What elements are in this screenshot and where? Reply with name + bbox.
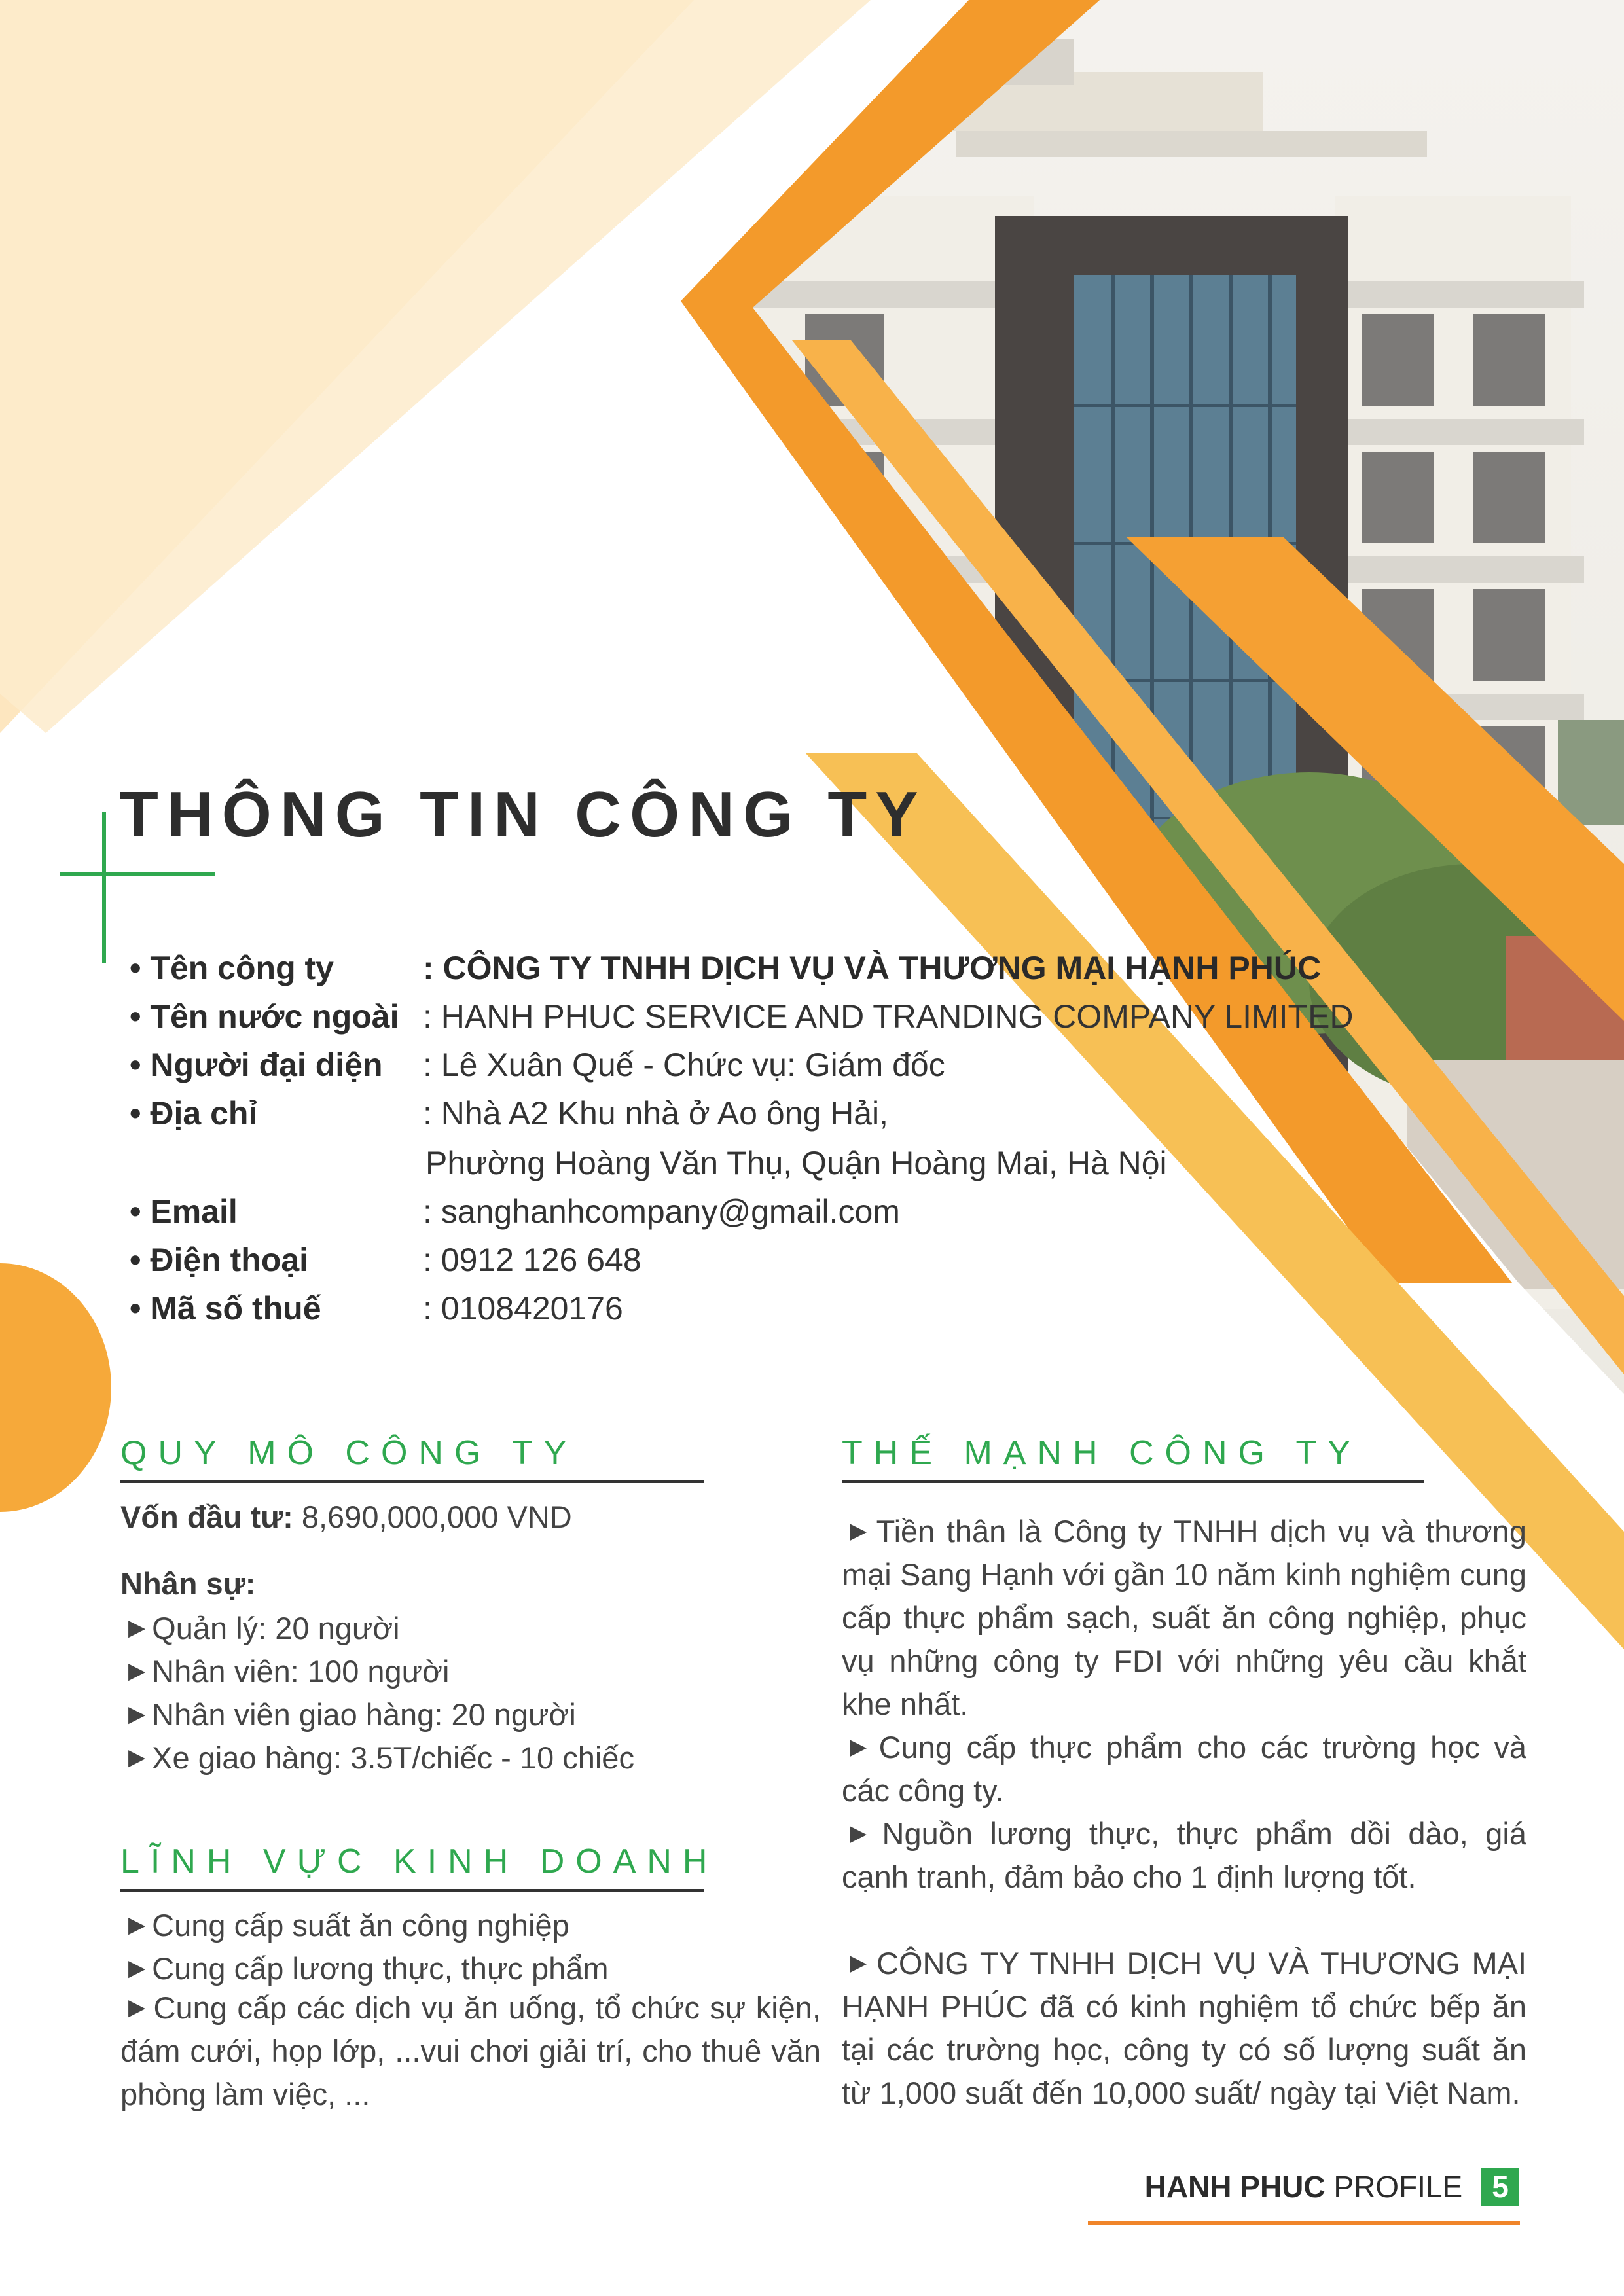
triangle-bullet-icon: ▶ xyxy=(850,1518,870,1543)
info-label: • Mã số thuế xyxy=(130,1290,321,1327)
capital-value: 8,690,000,000 VND xyxy=(301,1499,572,1534)
triangle-bullet-icon: ▶ xyxy=(850,1821,876,1846)
business-section-underline xyxy=(120,1889,704,1892)
strength-item: ▶ Tiền thân là Công ty TNHH dịch vụ và thương mại Sang Hạnh với gần 10 năm kinh nghiệm cung cấp thực phẩm sạch, suất ăn công nghiệp, phục vụ những công ty FDI với những yêu cầu khắt khe nhất. xyxy=(842,1514,1526,1721)
business-item: ▶ Cung cấp lương thực, thực phẩm xyxy=(128,1951,609,1986)
business-item: ▶ Cung cấp các dịch vụ ăn uống, tổ chức sự kiện, đám cưới, họp lớp, ...vui chơi giải trí, cho thuê văn phòng làm việc, ... xyxy=(120,1990,821,2111)
strength-item: ▶ CÔNG TY TNHH DỊCH VỤ VÀ THƯƠNG MẠI HẠNH PHÚC đã có kinh nghiệm tổ chức bếp ăn tại các trường học, công ty có số lượng suất ăn từ 1,000 suất đến 10,000 suất/ ngày tại Việt Nam. xyxy=(842,1946,1527,2110)
triangle-bullet-icon: ▶ xyxy=(128,1995,147,2020)
heading-cross-vertical xyxy=(102,812,106,963)
info-value: Phường Hoàng Văn Thụ, Quận Hoàng Mai, Hà Nội xyxy=(425,1145,1167,1181)
scale-section-title: QUY MÔ CÔNG TY xyxy=(120,1434,578,1472)
info-label: • Email xyxy=(130,1193,238,1230)
left-half-circle xyxy=(0,1263,111,1512)
info-value: : Lê Xuân Quế - Chức vụ: Giám đốc xyxy=(423,1047,945,1083)
footer-profile: PROFILE xyxy=(1333,2170,1463,2204)
business-section-title: LĨNH VỰC KINH DOANH xyxy=(120,1842,719,1880)
page-number: 5 xyxy=(1481,2168,1519,2206)
strength-item: ▶ Cung cấp thực phẩm cho các trường học và các công ty. xyxy=(842,1730,1526,1808)
staff-item: ▶ Quản lý: 20 người xyxy=(128,1611,400,1645)
info-label: • Điện thoại xyxy=(130,1242,309,1278)
info-value: : Nhà A2 Khu nhà ở Ao ông Hải, xyxy=(423,1095,889,1132)
info-label: • Người đại diện xyxy=(130,1047,383,1083)
page-footer xyxy=(1145,2168,1519,2206)
info-value: : 0912 126 648 xyxy=(423,1242,641,1278)
staff-item: ▶ Xe giao hàng: 3.5T/chiếc - 10 chiếc xyxy=(128,1740,634,1775)
triangle-bullet-icon: ▶ xyxy=(128,1659,146,1683)
triangle-bullet-icon: ▶ xyxy=(128,1702,146,1727)
capital-line xyxy=(120,1499,572,1535)
footer-brand: HANH PHUC xyxy=(1144,2170,1326,2204)
triangle-bullet-icon: ▶ xyxy=(128,1745,146,1770)
info-label: • Địa chỉ xyxy=(130,1095,258,1132)
business-item: ▶ Cung cấp suất ăn công nghiệp xyxy=(128,1908,569,1943)
triangle-bullet-icon: ▶ xyxy=(850,1734,873,1759)
triangle-bullet-icon: ▶ xyxy=(128,1912,146,1937)
info-label: • Tên nước ngoài xyxy=(130,998,399,1035)
staff-item: ▶ Nhân viên giao hàng: 20 người xyxy=(128,1697,576,1732)
info-value: : 0108420176 xyxy=(423,1290,623,1327)
capital-label: Vốn đầu tư: xyxy=(120,1499,293,1534)
staff-item: ▶ Nhân viên: 100 người xyxy=(128,1654,450,1689)
scale-section-underline xyxy=(120,1480,704,1483)
strengths-section-title: THẾ MẠNH CÔNG TY xyxy=(842,1434,1362,1472)
heading-cross-horizontal xyxy=(60,872,215,876)
strength-item: ▶ Nguồn lương thực, thực phẩm dồi dào, giá cạnh tranh, đảm bảo cho 1 định lượng tốt. xyxy=(842,1816,1526,1894)
staff-label: Nhân sự: xyxy=(120,1566,256,1601)
page-title: THÔNG TIN CÔNG TY xyxy=(119,778,927,850)
footer-underline xyxy=(1088,2221,1520,2225)
triangle-bullet-icon: ▶ xyxy=(850,1950,870,1975)
info-value: : CÔNG TY TNHH DỊCH VỤ VÀ THƯƠNG MẠI HẠNH PHÚC xyxy=(423,950,1322,986)
triangle-bullet-icon: ▶ xyxy=(128,1956,146,1981)
info-label: • Tên công ty xyxy=(130,950,334,986)
info-value: : HANH PHUC SERVICE AND TRANDING COMPANY LIMITED xyxy=(423,998,1354,1035)
info-value: : sanghanhcompany@gmail.com xyxy=(423,1193,900,1230)
strengths-section-underline xyxy=(842,1480,1424,1483)
triangle-bullet-icon: ▶ xyxy=(128,1615,146,1640)
